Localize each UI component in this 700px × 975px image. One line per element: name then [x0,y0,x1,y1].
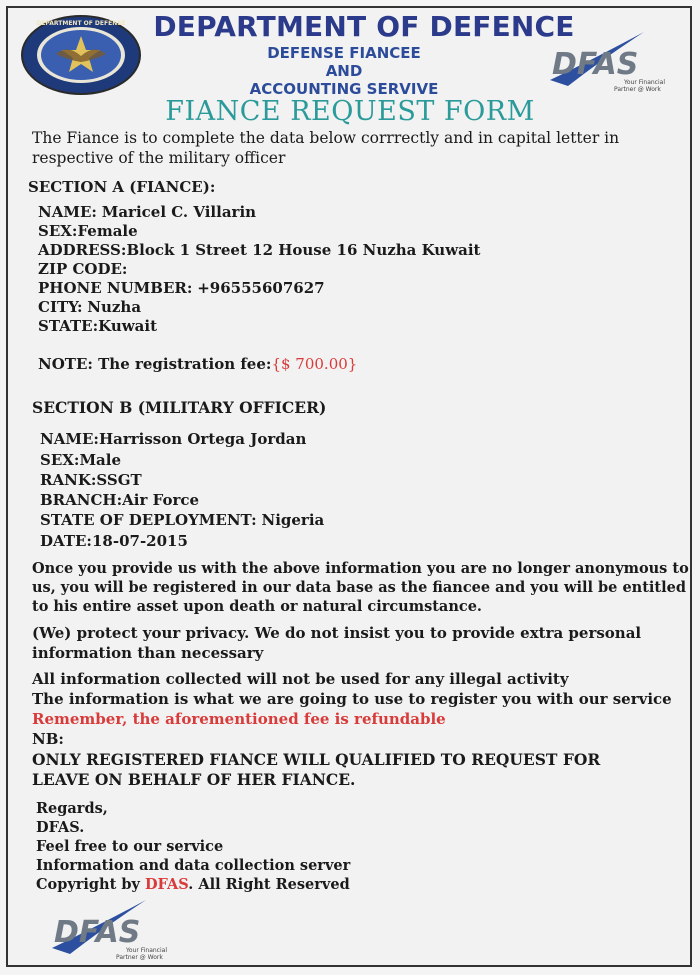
department-title: DEPARTMENT OF DEFENCE [153,10,575,43]
section-a-title: SECTION A (FIANCE): [28,178,216,196]
fiance-address-label: ADDRESS: [38,241,127,259]
officer-sex-value: Male [79,451,122,469]
paragraph-2-line-2: information than necessary [32,644,264,662]
fiance-name-label: NAME: [38,203,97,221]
nb-line-1: ONLY REGISTERED FIANCE WILL QUALIFIED TO REQUEST FOR [32,750,601,769]
svg-text:Partner @ Work: Partner @ Work [116,954,163,961]
dfas-signoff: DFAS. [36,819,85,836]
paragraph-3-line-2: The information is what we are going to use to register you with our service [32,690,672,708]
dfas-logo-bottom-icon [46,896,176,966]
fiance-address-value: Block 1 Street 12 House 16 Nuzha Kuwait [126,241,481,259]
paragraph-1-line-1: Once you provide us with the above information you are no longer anonymous to [32,560,689,577]
nb-label: NB: [32,730,64,748]
intro-text: The Fiance is to complete the data below corrrectly and in capital letter in respective of the military officer [32,129,620,167]
svg-text:Your Financial: Your Financial [126,947,167,954]
fiance-phone-row [38,279,325,297]
fiance-sex-label: SEX: [38,222,78,240]
officer-name-label: NAME: [40,430,99,448]
paragraph-1-line-3: to his entire asset upon death or natural circumstance. [32,598,482,615]
officer-sex-row [40,451,121,469]
fiance-sex-value: Female [77,222,138,240]
officer-date-row [40,532,188,550]
fiance-city-label: CITY: [38,298,83,316]
info-server-text: Information and data collection server [36,857,351,874]
officer-rank-label: RANK: [40,471,97,489]
fiance-state-label: STATE: [38,317,99,335]
paragraph-1-line-2: us, you will be registered in our data base as the fiancee and you will be entitled [32,579,687,596]
officer-deployment-row [40,511,324,529]
officer-branch-label: BRANCH: [40,491,123,509]
nb-line-2: LEAVE ON BEHALF OF HER FIANCE. [32,770,356,789]
fiance-name-value: Maricel C. Villarin [101,203,257,221]
officer-deployment-label: STATE OF DEPLOYMENT: [40,511,257,529]
header-subtitle-3: ACCOUNTING SERVIVE [249,80,439,98]
regards-text: Regards, [36,800,108,817]
paragraph-3-line-1: All information collected will not be used for any illegal activity [32,670,569,688]
registration-fee-note [38,355,357,373]
dod-seal-icon [20,14,142,96]
officer-date-value: 18-07-2015 [91,532,188,550]
copyright-text [36,876,350,893]
header-subtitle-2: AND [325,62,363,80]
fee-amount: {$ 700.00} [271,355,358,373]
officer-rank-row [40,471,142,489]
fiance-state-row [38,317,157,335]
fiance-city-value: Nuzha [87,298,142,316]
fiance-name-row [38,203,256,221]
fiance-zip-label: ZIP CODE: [38,260,128,278]
svg-text:DFAS: DFAS [54,915,141,950]
feel-free-text: Feel free to our service [36,838,224,855]
fiance-state-value: Kuwait [98,317,157,335]
svg-text:Your Financial: Your Financial [624,79,665,86]
header-subtitle-1: DEFENSE FIANCEE [267,44,421,62]
svg-text:DFAS: DFAS [552,47,639,82]
paragraph-2-line-1: (We) protect your privacy. We do not insist you to provide extra personal [32,624,642,642]
officer-date-label: DATE: [40,532,92,550]
copyright-brand: DFAS [144,876,189,893]
fee-note-label: NOTE: The registration fee: [38,355,272,373]
svg-text:Partner @ Work: Partner @ Work [614,86,661,93]
fiance-phone-value: +96555607627 [197,279,325,297]
copyright-prefix: Copyright by [36,876,140,893]
fiance-phone-label: PHONE NUMBER: [38,279,193,297]
officer-sex-label: SEX: [40,451,80,469]
officer-rank-value: SSGT [96,471,142,489]
fiance-sex-row [38,222,138,240]
fiance-city-row [38,298,141,316]
copyright-suffix: . All Right Reserved [188,876,350,893]
officer-name-row [40,430,306,448]
officer-deployment-value: Nigeria [261,511,325,529]
section-b-title: SECTION B (MILITARY OFFICER) [32,398,327,417]
svg-text:DEPARTMENT OF DEFENSE: DEPARTMENT OF DEFENSE [36,20,126,27]
form-title: FIANCE REQUEST FORM [165,96,535,127]
officer-branch-value: Air Force [122,491,200,509]
officer-name-value: Harrisson Ortega Jordan [98,430,307,448]
fiance-address-row [38,241,480,259]
refund-notice: Remember, the aforementioned fee is refundable [32,710,446,728]
officer-branch-row [40,491,199,509]
